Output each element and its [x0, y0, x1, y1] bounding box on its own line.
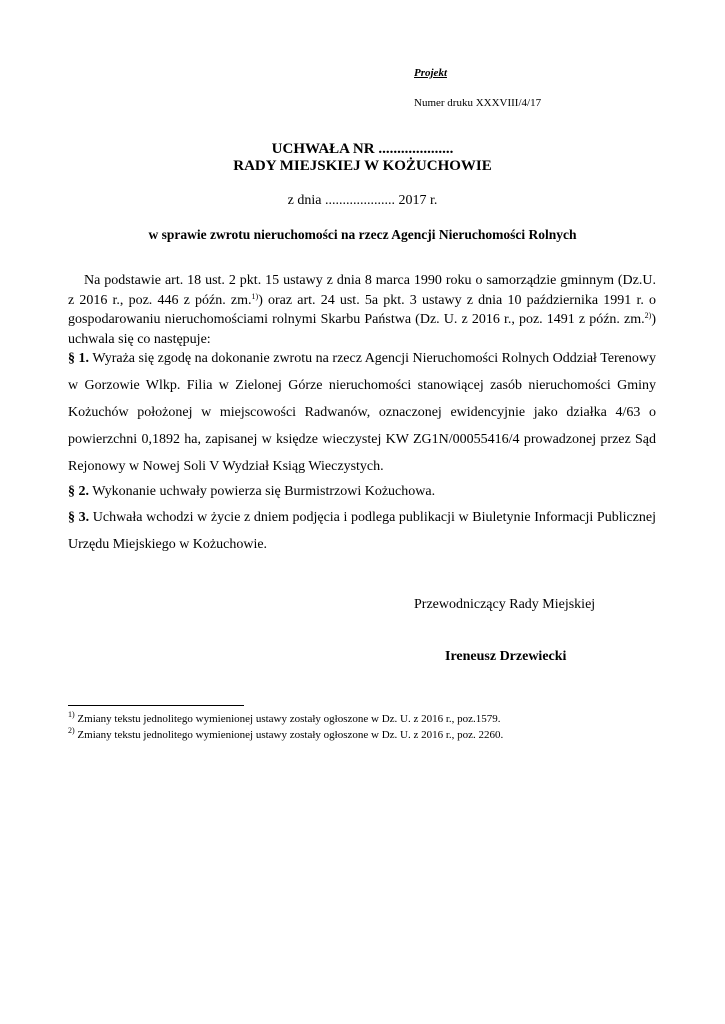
preamble-text-1: Na podstawie art. 18 ust. 2 pkt. 15 ustawy z dnia 8 marca 1990 roku o samorządzie gminnym (Dz.U. z 2016 r., poz. 446 z późn. zm.: [68, 273, 656, 308]
council-name: RADY MIEJSKIEJ W KOŻUCHOWIE: [233, 158, 492, 174]
footnote-2-text: Zmiany tekstu jednolitego wymienionej ustawy zostały ogłoszone w Dz. U. z 2016 r., poz. 2260.: [74, 729, 504, 741]
signature-name: Ireneusz Drzewiecki: [445, 649, 567, 664]
section-1: [68, 345, 656, 480]
preamble-text-2: ) oraz art. 24 ust. 5a pkt. 3 ustawy z dnia 10 października 1991 r. o gospodarowaniu nieruchomościami rolnymi Skarbu Państwa (Dz. U. z 2016 r., poz. 1491 z późn. zm.: [68, 292, 656, 327]
section-2-label: § 2.: [68, 484, 89, 499]
section-3: [68, 504, 656, 558]
section-1-text: Wyraża się zgodę na dokonanie zwrotu na rzecz Agencji Nieruchomości Rolnych Oddział Terenowy w Gorzowie Wlkp. Filia w Zielonej Górze nieruchomości stanowiącej zasób nieruchomości Gminy Kożuchów położonej w miejscowości Radwanów, oznaczonej ewidencyjnie jako działka 4/63 o powierzchni 0,1892 ha, zapisanej w księdze wieczystej KW ZG1N/00055416/4 prowadzonej przez Sąd Rejonowy w Nowej Soli V Wydział Ksiąg Wieczystych.: [68, 351, 656, 474]
resolution-subject: w sprawie zwrotu nieruchomości na rzecz Agencji Nieruchomości Rolnych: [148, 227, 577, 242]
signature-role: Przewodniczący Rady Miejskiej: [414, 597, 596, 612]
section-1-label: § 1.: [68, 351, 90, 366]
projekt-label: Projekt: [414, 67, 447, 79]
footnote-1-mark: 1): [68, 710, 75, 719]
section-3-text: Uchwała wchodzi w życie z dniem podjęcia i podlega publikacji w Biuletynie Informacji Publicznej Urzędu Miejskiego w Kożuchowie.: [68, 510, 657, 552]
preamble-text-3: ) uchwala się co następuje:: [68, 312, 656, 347]
footnote-2: [68, 726, 504, 741]
footnote-1-text: Zmiany tekstu jednolitego wymienionej ustawy zostały ogłoszone w Dz. U. z 2016 r., poz.1579.: [74, 713, 501, 725]
footnote-2-mark: 2): [68, 726, 75, 735]
resolution-title: UCHWAŁA NR ....................: [271, 141, 454, 157]
print-number: Numer druku XXXVIII/4/17: [414, 97, 542, 109]
section-2: [68, 478, 656, 505]
section-2-text: Wykonanie uchwały powierza się Burmistrzowi Kożuchowa.: [89, 484, 436, 499]
section-3-label: § 3.: [68, 510, 90, 525]
footnote-ref-1: 1): [251, 291, 259, 301]
footnote-ref-2: 2): [644, 311, 652, 320]
resolution-date: z dnia .................... 2017 r.: [287, 193, 438, 208]
preamble: [68, 271, 656, 349]
footnote-1: [68, 710, 501, 725]
footnote-divider: [68, 705, 244, 706]
